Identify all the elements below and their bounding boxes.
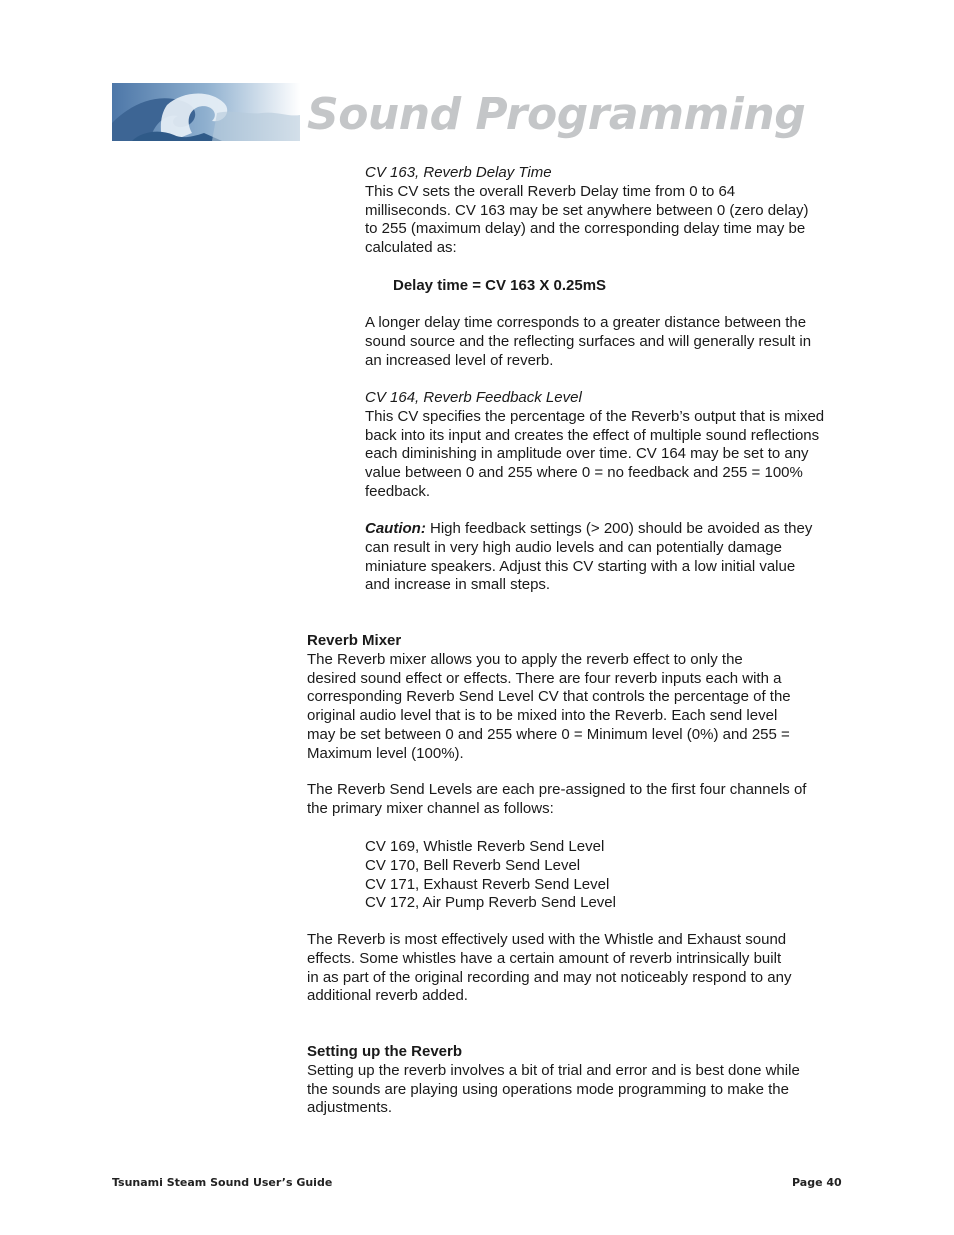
paragraph-line: This CV specifies the percentage of the Reverb’s output that is mixed	[365, 407, 825, 425]
caution-label: Caution:	[365, 520, 426, 537]
paragraph-line: value between 0 and 255 where 0 = no feedback and 255 = 100%	[365, 464, 803, 482]
cv163-section	[365, 164, 845, 258]
paragraph-line: milliseconds. CV 163 may be set anywhere between 0 (zero delay)	[365, 201, 809, 219]
paragraph-line: sound source and the reflecting surfaces and will generally result in	[365, 332, 812, 350]
paragraph-line: feedback.	[365, 482, 431, 500]
caution-text: High feedback settings (> 200) should be avoided as they	[425, 520, 813, 537]
paragraph-line: back into its input and creates the effect of multiple sound reflections	[365, 426, 820, 444]
reverb-usage	[307, 931, 847, 1006]
paragraph-line: may be set between 0 and 255 where 0 = Minimum level (0%) and 255 =	[307, 725, 790, 743]
wave-logo-image	[112, 83, 300, 141]
list-item: CV 170, Bell Reverb Send Level	[365, 856, 581, 874]
footer-page-number: Page 40	[792, 1176, 842, 1189]
setup-section	[307, 1043, 847, 1118]
paragraph-line: adjustments.	[307, 1099, 393, 1117]
paragraph-line: The Reverb Send Levels are each pre-assigned to the first four channels of	[307, 781, 807, 798]
paragraph-line: an increased level of reverb.	[365, 351, 554, 369]
paragraph-line: and increase in small steps.	[365, 576, 551, 594]
paragraph-line: corresponding Reverb Send Level CV that controls the percentage of the	[307, 688, 791, 706]
paragraph-line: desired sound effect or effects. There are four reverb inputs each with a	[307, 669, 782, 687]
section-heading: Reverb Mixer	[307, 632, 402, 649]
paragraph-line: to 255 (maximum delay) and the corresponding delay time may be	[365, 220, 806, 238]
paragraph-line: Setting up the reverb involves a bit of trial and error and is best done while	[307, 1061, 800, 1079]
paragraph-line: original audio level that is to be mixed into the Reverb. Each send level	[307, 707, 778, 725]
caution-note	[365, 520, 845, 595]
cv164-section	[365, 389, 845, 502]
paragraph-line: can result in very high audio levels and can potentially damage	[365, 538, 782, 556]
paragraph-line: The Reverb is most effectively used with the Whistle and Exhaust sound	[307, 931, 787, 948]
paragraph-line: Maximum level (100%).	[307, 744, 464, 762]
paragraph-line: each diminishing in amplitude over time. CV 164 may be set to any	[365, 445, 809, 463]
page-title: Sound Programming	[307, 89, 806, 140]
paragraph-line: A longer delay time corresponds to a greater distance between the	[365, 314, 807, 331]
paragraph-line: the primary mixer channel as follows:	[307, 799, 554, 817]
paragraph-line: the sounds are playing using operations mode programming to make the	[307, 1080, 789, 1098]
paragraph-line: miniature speakers. Adjust this CV starting with a low initial value	[365, 557, 796, 575]
cv164-heading: CV 164, Reverb Feedback Level	[365, 389, 582, 406]
paragraph-line: calculated as:	[365, 239, 457, 257]
list-item: CV 172, Air Pump Reverb Send Level	[365, 894, 616, 912]
send-level-list	[365, 838, 845, 913]
reverb-mixer-section	[307, 632, 847, 764]
list-item: CV 171, Exhaust Reverb Send Level	[365, 875, 610, 893]
paragraph-line: effects. Some whistles have a certain amount of reverb intrinsically built	[307, 949, 782, 967]
paragraph-line: The Reverb mixer allows you to apply the reverb effect to only the	[307, 650, 743, 668]
cv163-heading: CV 163, Reverb Delay Time	[365, 164, 552, 181]
paragraph-line: in as part of the original recording and may not noticeably respond to any	[307, 968, 792, 986]
footer-guide-title: Tsunami Steam Sound User’s Guide	[112, 1176, 333, 1189]
paragraph-line: additional reverb added.	[307, 987, 468, 1005]
cv163-note	[365, 314, 845, 370]
list-item: CV 169, Whistle Reverb Send Level	[365, 838, 605, 855]
section-heading: Setting up the Reverb	[307, 1043, 463, 1060]
paragraph-line: This CV sets the overall Reverb Delay time from 0 to 64	[365, 182, 736, 200]
delay-formula: Delay time = CV 163 X 0.25mS	[393, 277, 607, 294]
send-level-intro	[307, 781, 847, 819]
